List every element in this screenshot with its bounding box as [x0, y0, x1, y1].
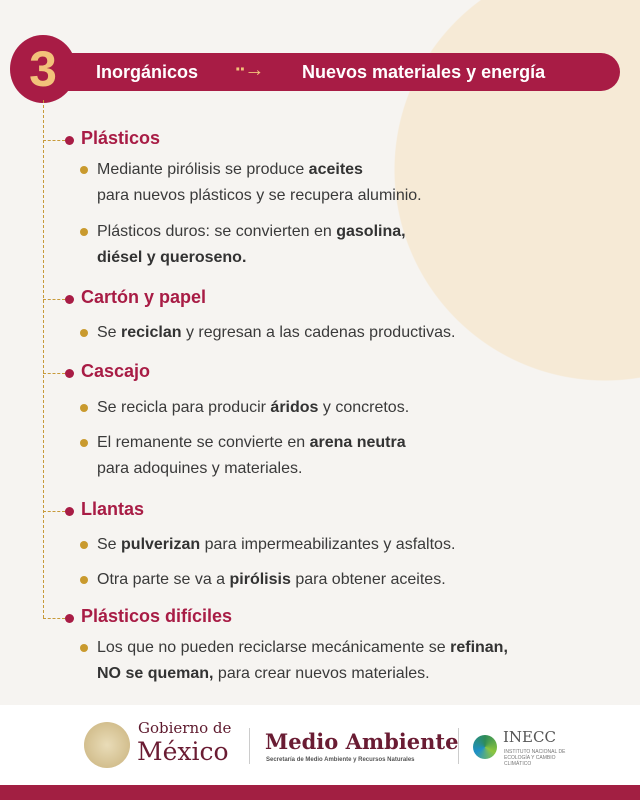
section-title: Cascajo — [81, 361, 151, 381]
arrow-icon: ··→ — [235, 59, 263, 81]
gobierno-logo-line2: México — [137, 737, 229, 766]
medio-ambiente-subtitle: Secretaría de Medio Ambiente y Recursos Naturales — [266, 757, 415, 763]
dot-icon — [65, 369, 74, 378]
header-to: Nuevos materiales y energía — [302, 62, 546, 82]
list-item: Otra parte se va a pirólisis para obtener aceites. — [80, 567, 446, 593]
bottom-bar — [0, 785, 640, 800]
dot-icon — [65, 507, 74, 516]
medio-ambiente-logo: Medio Ambiente — [265, 729, 459, 754]
header-from: Inorgánicos — [96, 62, 199, 82]
list-item: Se reciclan y regresan a las cadenas productivas. — [80, 320, 455, 346]
inecc-subtitle: INSTITUTO NACIONAL DE ECOLOGÍA Y CAMBIO CLIMÁTICO — [504, 749, 566, 767]
dot-icon — [65, 136, 74, 145]
divider — [249, 728, 250, 764]
list-item: Plásticos duros: se convierten en gasolina, diésel y queroseno. — [80, 219, 406, 271]
section-title: Plásticos difíciles — [81, 606, 233, 626]
section-title: Llantas — [81, 499, 145, 519]
inecc-logo-icon — [473, 735, 497, 759]
mexico-seal-icon — [84, 722, 130, 768]
list-item: Los que no pueden reciclarse mecánicamente se refinan, NO se queman, para crear nuevos materiales. — [80, 635, 508, 687]
step-number: 3 — [10, 35, 76, 103]
header-banner — [30, 53, 620, 91]
section-title: Cartón y papel — [81, 287, 207, 307]
dot-icon — [65, 295, 74, 304]
list-item: Se pulverizan para impermeabilizantes y asfaltos. — [80, 532, 455, 558]
list-item: Se recicla para producir áridos y concretos. — [80, 395, 409, 421]
timeline-line — [43, 100, 44, 618]
list-item: El remanente se convierte en arena neutra para adoquines y materiales. — [80, 430, 406, 482]
gobierno-logo-line1: Gobierno de — [138, 719, 232, 737]
section-title: Plásticos — [81, 128, 161, 148]
list-item: Mediante pirólisis se produce aceites para nuevos plásticos y se recupera aluminio. — [80, 157, 422, 209]
inecc-logo: INECC — [503, 728, 556, 746]
divider — [458, 728, 459, 764]
dot-icon — [65, 614, 74, 623]
